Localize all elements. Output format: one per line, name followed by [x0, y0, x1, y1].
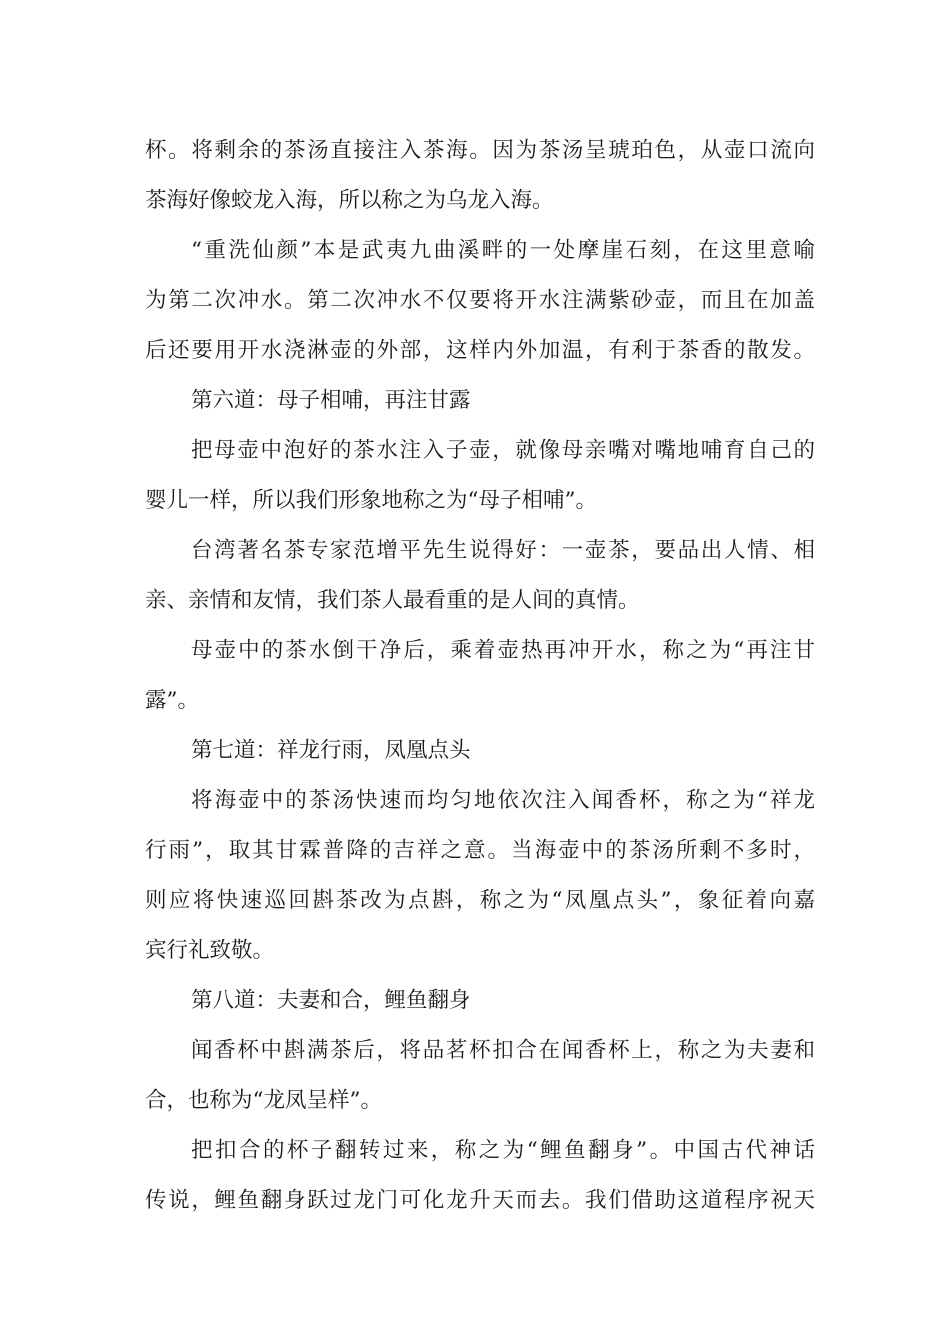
- text-line: 宾行礼致敬。: [145, 938, 275, 963]
- text-line: 合，也称为“龙凤呈样”。: [145, 1088, 382, 1113]
- section-heading-8: 第八道：夫妻和合，鲤鱼翻身: [191, 988, 471, 1013]
- text-line: 婴儿一样，所以我们形象地称之为“母子相哺”。: [145, 488, 597, 513]
- paragraph-start-line: 把扣合的杯子翻转过来，称之为“鲤鱼翻身”。中国古代神话: [191, 1138, 815, 1163]
- paragraph-start-line: 将海壶中的茶汤快速而均匀地依次注入闻香杯，称之为“祥龙: [191, 788, 815, 813]
- paragraph-start-line: “重洗仙颜”本是武夷九曲溪畔的一处摩崖石刻，在这里意喻: [191, 238, 815, 263]
- paragraph-start-line: 母壶中的茶水倒干净后，乘着壶热再冲开水，称之为“再注甘: [191, 638, 815, 663]
- section-heading-7: 第七道：祥龙行雨，凤凰点头: [191, 738, 471, 763]
- text-line: 露”。: [145, 688, 199, 713]
- section-heading-6: 第六道：母子相哺，再注甘露: [191, 388, 471, 413]
- text-line: 亲、亲情和友情，我们茶人最看重的是人间的真情。: [145, 588, 640, 613]
- text-line: 则应将快速巡回斟茶改为点斟，称之为“凤凰点头”，象征着向嘉: [145, 888, 815, 913]
- paragraph-start-line: 闻香杯中斟满茶后，将品茗杯扣合在闻香杯上，称之为夫妻和: [191, 1038, 815, 1063]
- text-line: 为第二次冲水。第二次冲水不仅要将开水注满紫砂壶，而且在加盖: [145, 288, 815, 313]
- text-line: 传说，鲤鱼翻身跃过龙门可化龙升天而去。我们借助这道程序祝天: [145, 1188, 815, 1213]
- paragraph-start-line: 把母壶中泡好的茶水注入子壶，就像母亲嘴对嘴地哺育自己的: [191, 438, 815, 463]
- text-line: 后还要用开水浇淋壶的外部，这样内外加温，有利于茶香的散发。: [145, 338, 815, 363]
- paragraph-start-line: 台湾著名茶专家范增平先生说得好：一壶茶，要品出人情、相: [191, 538, 815, 563]
- text-line: 茶海好像蛟龙入海，所以称之为乌龙入海。: [145, 188, 554, 213]
- text-line: 杯。将剩余的茶汤直接注入茶海。因为茶汤呈琥珀色，从壶口流向: [145, 138, 815, 163]
- text-line: 行雨”，取其甘霖普降的吉祥之意。当海壶中的茶汤所剩不多时，: [145, 838, 815, 863]
